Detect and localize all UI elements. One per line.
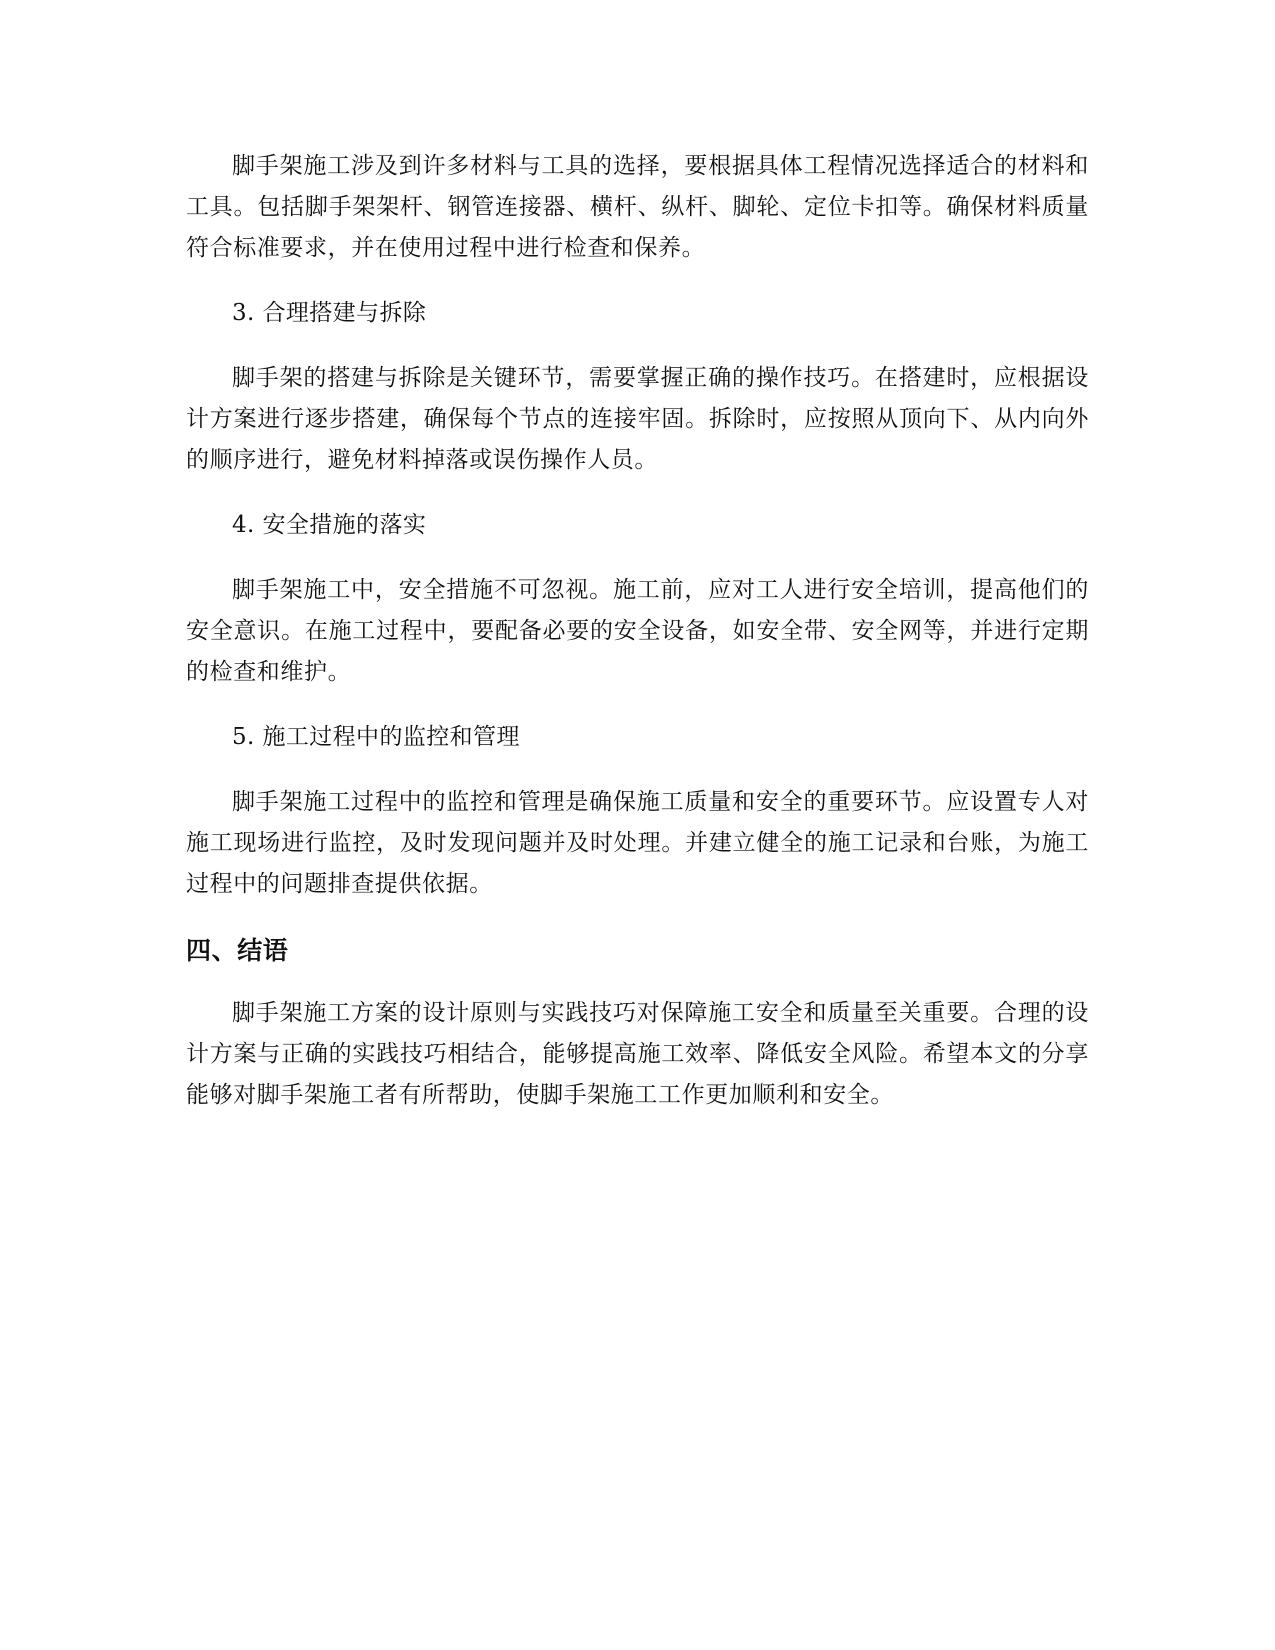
subheading-monitoring-management: 5. 施工过程中的监控和管理: [232, 724, 520, 750]
subheading-safety-measures: 4. 安全措施的落实: [232, 512, 427, 538]
paragraph-conclusion: 脚手架施工方案的设计原则与实践技巧对保障施工安全和质量至关重要。合理的设计方案与正确的实践技巧相结合，能够提高施工效率、降低安全风险。希望本文的分享能够对脚手架施工者有所帮助，使脚手架施工工作更加顺利和安全。: [186, 1000, 1089, 1108]
section-heading-conclusion: 四、结语: [186, 936, 289, 965]
subheading-setup-removal: 3. 合理搭建与拆除: [232, 300, 427, 326]
paragraph-materials-tools: 脚手架施工涉及到许多材料与工具的选择，要根据具体工程情况选择适合的材料和工具。包括脚手架架杆、钢管连接器、横杆、纵杆、脚轮、定位卡扣等。确保材料质量符合标准要求，并在使用过程中进行检查和保养。: [186, 153, 1089, 261]
paragraph-setup-removal: 脚手架的搭建与拆除是关键环节，需要掌握正确的操作技巧。在搭建时，应根据设计方案进行逐步搭建，确保每个节点的连接牢固。拆除时，应按照从顶向下、从内向外的顺序进行，避免材料掉落或误伤操作人员。: [186, 365, 1089, 473]
paragraph-monitoring-management: 脚手架施工过程中的监控和管理是确保施工质量和安全的重要环节。应设置专人对施工现场进行监控，及时发现问题并及时处理。并建立健全的施工记录和台账，为施工过程中的问题排查提供依据。: [186, 789, 1089, 897]
paragraph-safety-measures: 脚手架施工中，安全措施不可忽视。施工前，应对工人进行安全培训，提高他们的安全意识。在施工过程中，要配备必要的安全设备，如安全带、安全网等，并进行定期的检查和维护。: [186, 577, 1089, 685]
